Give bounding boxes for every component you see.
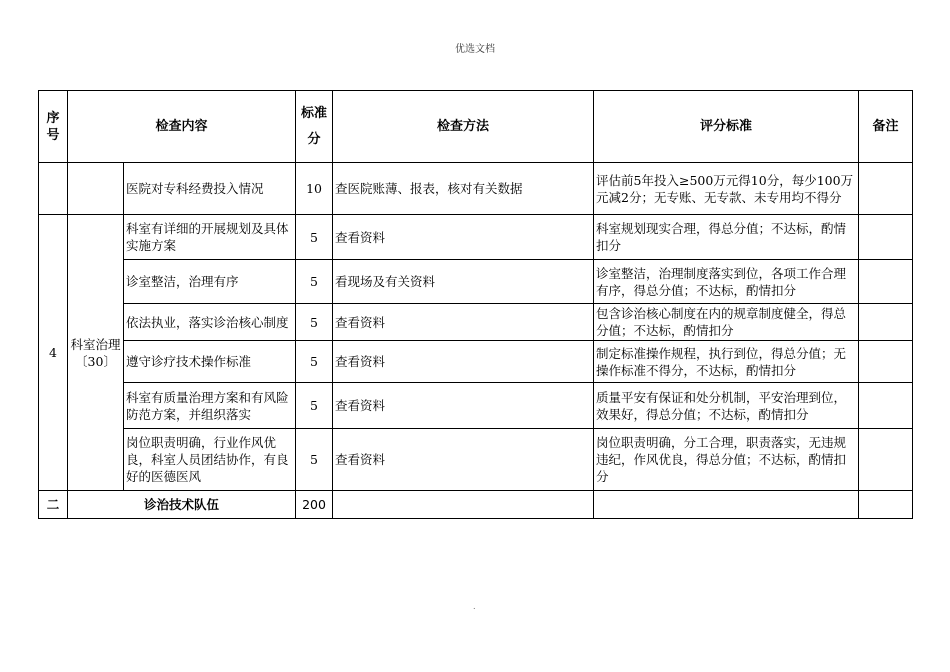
category-cell: [68, 163, 124, 215]
method-cell: 查看资料: [333, 304, 594, 341]
item-cell: 科室有质量治理方案和有风险防范方案，并组织落实: [124, 383, 296, 429]
score-cell: 10: [296, 163, 333, 215]
criteria-cell: 质量平安有保证和处分机制，平安治理到位，效果好，得总分值；不达标，酌情扣分: [594, 383, 859, 429]
table-row: [39, 304, 913, 341]
method-cell: [333, 491, 594, 519]
method-cell: 查看资料: [333, 383, 594, 429]
header-score: 标准分: [296, 91, 333, 163]
header-criteria: 评分标准: [594, 91, 859, 163]
item-cell: 医院对专科经费投入情况: [124, 163, 296, 215]
score-cell: 5: [296, 341, 333, 383]
method-cell: 查看资料: [333, 429, 594, 491]
criteria-cell: 制定标准操作规程，执行到位，得总分值；无操作标准不得分，不达标，酌情扣分: [594, 341, 859, 383]
header-seq: 序号: [39, 91, 68, 163]
footer-mark: .: [473, 602, 476, 611]
remark-cell: [859, 429, 913, 491]
score-cell: 5: [296, 429, 333, 491]
section-seq: 二: [39, 491, 68, 519]
criteria-cell: [594, 491, 859, 519]
table-row: [39, 215, 913, 260]
remark-cell: [859, 341, 913, 383]
item-cell: 遵守诊疗技术操作标准: [124, 341, 296, 383]
remark-cell: [859, 304, 913, 341]
header-content: 检查内容: [68, 91, 296, 163]
remark-cell: [859, 215, 913, 260]
score-cell: 5: [296, 304, 333, 341]
table-row: [39, 341, 913, 383]
criteria-cell: 诊室整洁，治理制度落实到位，各项工作合理有序，得总分值；不达标，酌情扣分: [594, 260, 859, 304]
remark-cell: [859, 163, 913, 215]
section-score: 200: [296, 491, 333, 519]
item-cell: 依法执业，落实诊治核心制度: [124, 304, 296, 341]
seq-cell: [39, 163, 68, 215]
criteria-cell: 包含诊治核心制度在内的规章制度健全，得总分值；不达标，酌情扣分: [594, 304, 859, 341]
table-row: [39, 383, 913, 429]
remark-cell: [859, 491, 913, 519]
page-header: 优选文档: [455, 44, 495, 55]
method-cell: 查看资料: [333, 341, 594, 383]
header-method: 检查方法: [333, 91, 594, 163]
remark-cell: [859, 260, 913, 304]
method-cell: 查医院账薄、报表，核对有关数据: [333, 163, 594, 215]
score-cell: 5: [296, 383, 333, 429]
header-remark: 备注: [859, 91, 913, 163]
score-cell: 5: [296, 260, 333, 304]
header-row: [39, 91, 913, 163]
section-title: 诊治技术队伍: [68, 491, 296, 519]
table-row: [39, 260, 913, 304]
item-cell: 岗位职责明确，行业作风优良，科室人员团结协作，有良好的医德医风: [124, 429, 296, 491]
seq-cell: 4: [39, 215, 68, 491]
table-row: [39, 429, 913, 491]
item-cell: 科室有详细的开展规划及具体实施方案: [124, 215, 296, 260]
table-row: [39, 163, 913, 215]
score-cell: 5: [296, 215, 333, 260]
remark-cell: [859, 383, 913, 429]
criteria-cell: 评估前5年投入≥500万元得10分，每少100万元减2分；无专账、无专款、未专用均不得分: [594, 163, 859, 215]
method-cell: 看现场及有关资料: [333, 260, 594, 304]
category-cell: 科室治理〔30〕: [68, 215, 124, 491]
method-cell: 查看资料: [333, 215, 594, 260]
criteria-cell: 岗位职责明确，分工合理，职责落实，无违规违纪，作风优良，得总分值；不达标，酌情扣分: [594, 429, 859, 491]
section-row: [39, 491, 913, 519]
inspection-table: [38, 90, 913, 519]
item-cell: 诊室整洁，治理有序: [124, 260, 296, 304]
criteria-cell: 科室规划现实合理，得总分值；不达标，酌情扣分: [594, 215, 859, 260]
